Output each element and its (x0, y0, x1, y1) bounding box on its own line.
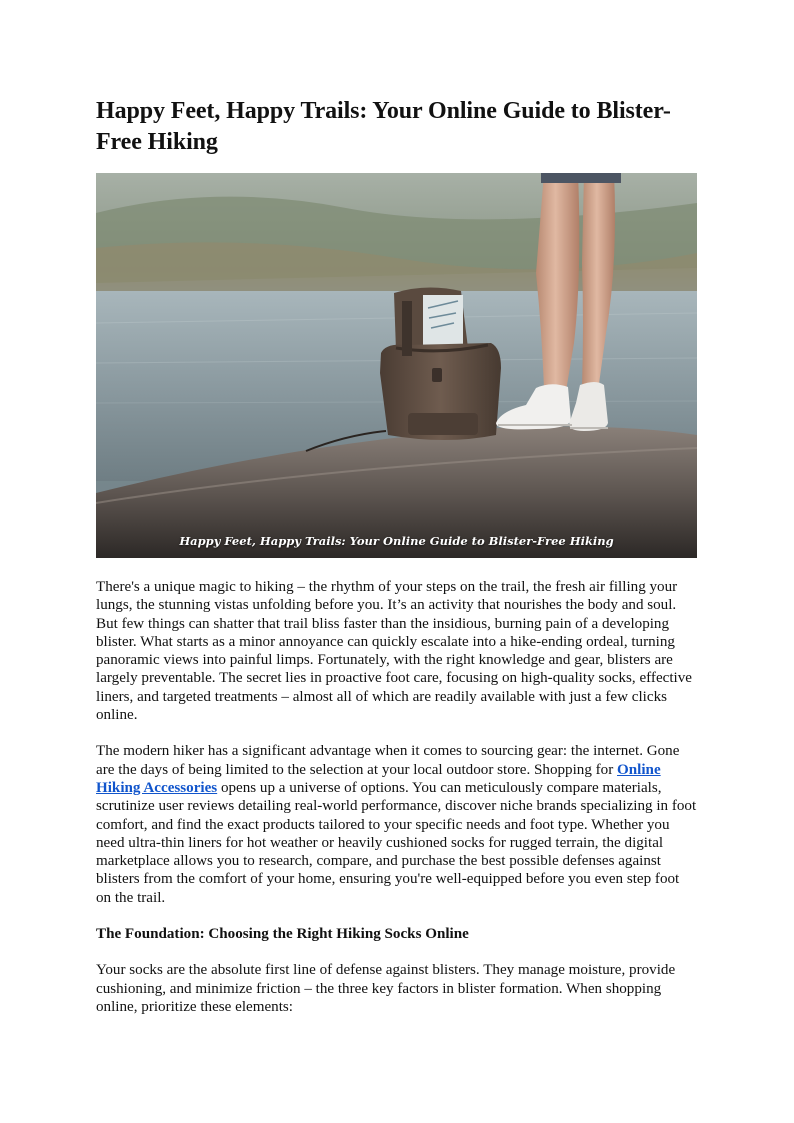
hero-image (96, 173, 697, 558)
online-hiking-accessories-link[interactable]: Online Hiking Accessories (96, 761, 661, 796)
hiker-backpack-photo (96, 173, 697, 558)
socks-paragraph: Your socks are the absolute first line of defense against blisters. They manage moisture, provide cushioning, and minimize friction – the three key factors in blister formation. When shopping online, prioritize these elements: (96, 962, 676, 1015)
paragraph-text-before-link: The modern hiker has a significant advantage when it comes to sourcing gear: the internet. Gone are the days of being limited to the selection at your local outdoor store. Shopping for (96, 743, 680, 778)
article (96, 96, 697, 1016)
hero-caption: Happy Feet, Happy Trails: Your Online Guide to Blister-Free Hiking (179, 534, 614, 548)
section-heading: The Foundation: Choosing the Right Hiking Socks Online (96, 926, 469, 943)
paragraph-text-after-link: opens up a universe of options. You can meticulously compare materials, scrutinize user reviews detailing real-world performance, discover niche brands specializing in foot comfort, and find the exact products tailored to your specific needs and foot type. Whether you need ultra-thin liners for hot weather or heavily cushioned socks for rugged terrain, the digital marketplace allows you to research, compare, and purchase the best possible defenses against blisters from the comfort of your home, ensuring you're well-equipped before you even step foot on the trail. (96, 779, 697, 906)
article-title: Happy Feet, Happy Trails: Your Online Guide to Blister-Free Hiking (96, 98, 671, 155)
online-shopping-paragraph (96, 742, 697, 907)
intro-paragraph: There's a unique magic to hiking – the rhythm of your steps on the trail, the fresh air filling your lungs, the stunning vistas unfolding before you. It’s an activity that nourishes the body and soul. But few things can shatter that trail bliss faster than the insidious, burning pain of a developing blister. What starts as a minor annoyance can quickly escalate into a hike-ending ordeal, turning panoramic views into painful limps. Fortunately, with the right knowledge and gear, blisters are largely preventable. The secret lies in proactive foot care, focusing on high-quality socks, effective liners, and targeted treatments – almost all of which are readily available with just a few clicks online. (96, 579, 692, 724)
